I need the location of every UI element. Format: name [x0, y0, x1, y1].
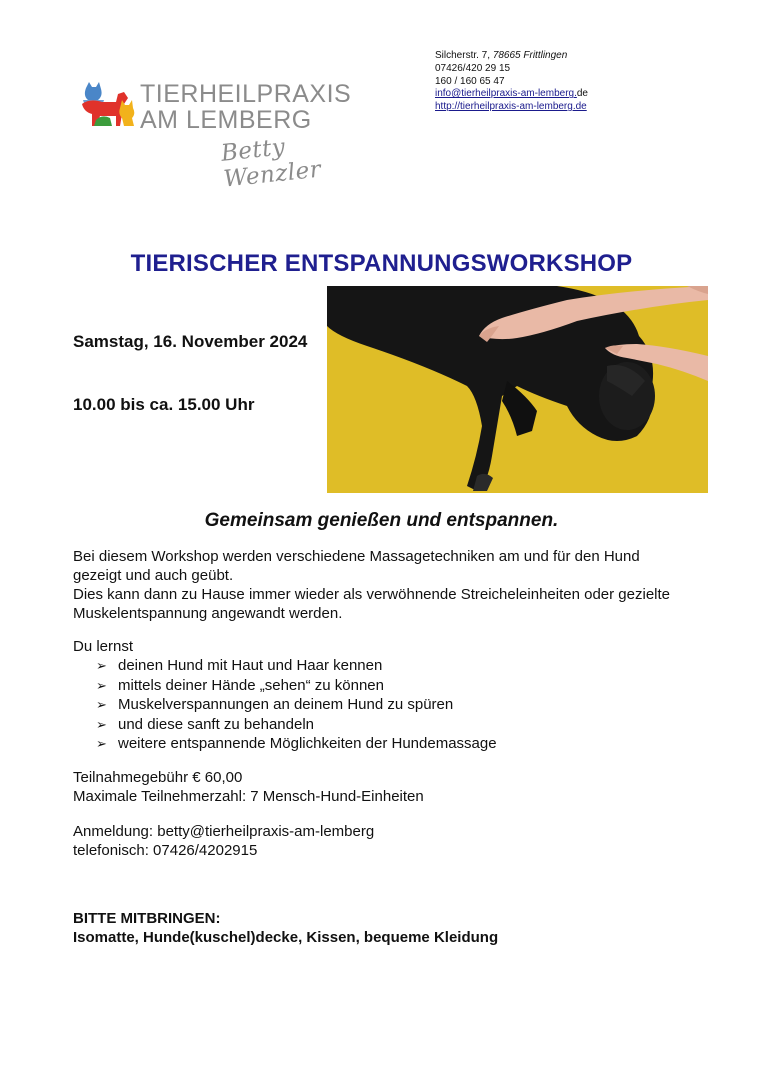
intro-paragraph	[73, 547, 713, 623]
animals-logo-icon	[80, 82, 138, 128]
bring-heading: BITTE MITBRINGEN:	[73, 910, 221, 927]
learn-heading: Du lernst	[73, 638, 134, 655]
intro-line-4: Muskelentspannung angewandt werden.	[73, 605, 343, 622]
logo-title-line1: TIERHEILPRAXIS	[140, 80, 352, 108]
event-date: Samstag, 16. November 2024	[73, 332, 308, 351]
registration-block	[73, 822, 374, 860]
learn-list	[96, 656, 497, 754]
contact-email-link[interactable]: info@tierheilpraxis-am-lemberg.	[435, 88, 577, 100]
logo	[80, 78, 390, 193]
contact-phone-2: 160 / 160 65 47	[435, 75, 505, 87]
fee-price: Teilnahmegebühr € 60,00	[73, 769, 243, 786]
fee-max-participants: Maximale Teilnehmerzahl: 7 Mensch-Hund-Einheiten	[73, 788, 424, 805]
list-item	[96, 734, 497, 754]
contact-phone-1: 07426/420 29 15	[435, 62, 511, 74]
list-item	[96, 676, 497, 696]
slogan: Gemeinsam genießen und entspannen.	[204, 510, 559, 531]
contact-city: 78665 Frittlingen	[492, 50, 568, 61]
list-item-text: deinen Hund mit Haut und Haar kennen	[118, 657, 383, 674]
logo-title-line2: AM LEMBERG	[140, 106, 312, 134]
bring-block	[73, 909, 498, 947]
registration-phone: telefonisch: 07426/4202915	[73, 842, 258, 859]
list-item-text: und diese sanft zu behandeln	[118, 715, 314, 733]
fee-block	[73, 768, 424, 806]
dog-massage-photo	[327, 286, 708, 493]
contact-block	[435, 50, 588, 114]
intro-line-3: Dies kann dann zu Hause immer wieder als verwöhnende Streicheleinheiten oder gezielte	[73, 586, 671, 603]
arrow-bullet-icon: ➢	[96, 716, 107, 732]
intro-line-2: gezeigt und auch geübt.	[73, 567, 234, 584]
bring-items: Isomatte, Hunde(kuschel)decke, Kissen, bequeme Kleidung	[73, 929, 499, 946]
list-item	[96, 656, 497, 676]
event-time: 10.00 bis ca. 15.00 Uhr	[73, 395, 255, 414]
logo-signature: Betty Wenzler	[219, 134, 323, 193]
dog-photo-illustration	[327, 286, 708, 493]
arrow-bullet-icon: ➢	[96, 658, 107, 673]
registration-email: Anmeldung: betty@tierheilpraxis-am-lemberg	[73, 823, 375, 840]
list-item	[96, 695, 497, 715]
list-item-text: weitere entspannende Möglichkeiten der Hundemassage	[118, 735, 497, 752]
contact-street: Silcherstr. 7,	[435, 50, 491, 61]
intro-line-1: Bei diesem Workshop werden verschiedene Massagetechniken am und für den Hund	[73, 548, 640, 565]
list-item-text: mittels deiner Hände „sehen“ zu können	[118, 676, 384, 694]
arrow-bullet-icon: ➢	[96, 736, 107, 751]
contact-address	[435, 50, 588, 63]
arrow-bullet-icon: ➢	[96, 677, 107, 693]
contact-website-link[interactable]: http://tierheilpraxis-am-lemberg.de	[435, 101, 587, 113]
list-item-text: Muskelverspannungen an deinem Hund zu spüren	[118, 696, 454, 713]
arrow-bullet-icon: ➢	[96, 697, 107, 712]
page-title: TIERISCHER ENTSPANNUNGSWORKSHOP	[130, 250, 633, 277]
contact-email-tail: de	[576, 88, 588, 100]
list-item	[96, 715, 497, 735]
contact-email-row	[435, 88, 588, 101]
